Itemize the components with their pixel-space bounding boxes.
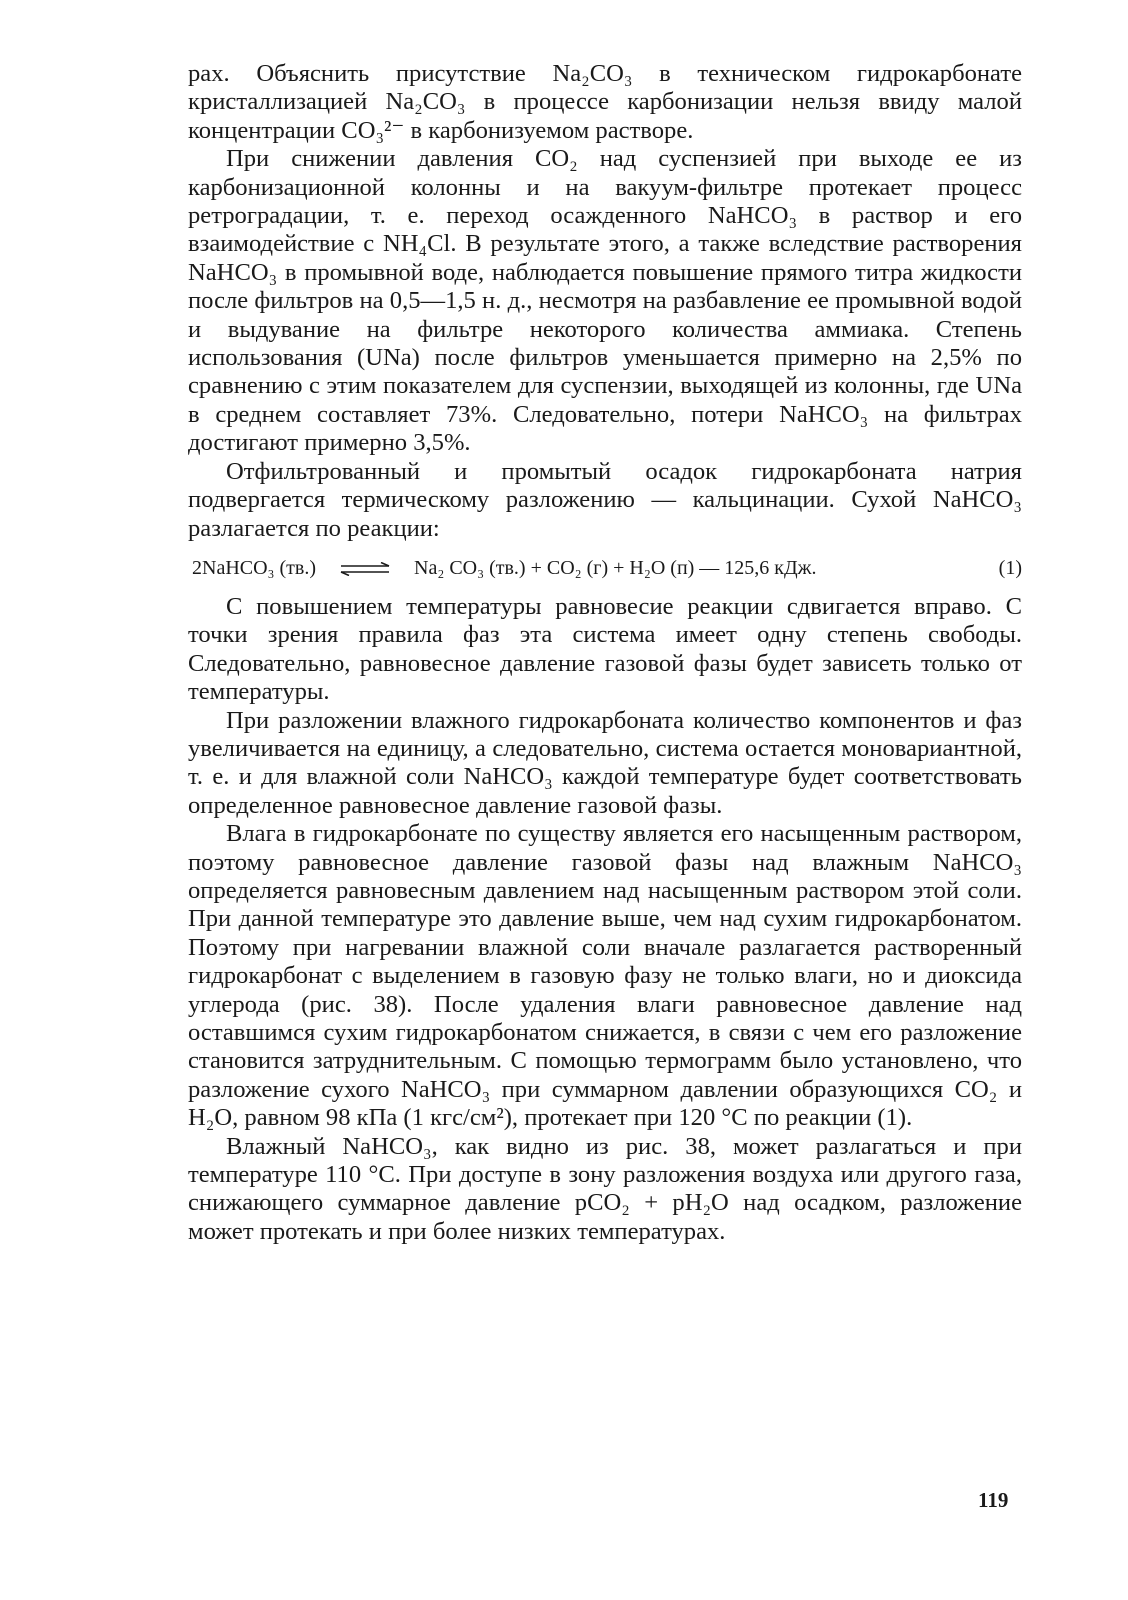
paragraph-6: Влага в гидрокарбонате по существу является его насыщенным раствором, поэтому равновесное давление газовой фазы над влажным NaHCO₃ определяется равновесным давлением над насыщенным раствором этой соли. При данной температуре это давление выше, чем над сухим гидрокарбонатом. Поэтому при нагревании влажной соли вначале разлагается растворенный гидрокарбонат с выделением в газовую фазу не только влаги, но и диоксида углерода (рис. 38). После удаления влаги равновесное давление над оставшимся сухим гидрокарбонатом снижается, в связи с чем его разложение становится затруднительным. С помощью термограмм было установлено, что разложение сухого NaHCO₃ при суммарном давлении образующихся CO₂ и H₂O, равном 98 кПа (1 кгс/см²), протекает при 120 °C по реакции (1). — [188, 820, 1022, 1132]
paragraph-3: Отфильтрованный и промытый осадок гидрокарбоната натрия подвергается термическому разложению — кальцинации. Сухой NaHCO₃ разлагается по реакции: — [188, 457, 1022, 542]
paragraph-5: При разложении влажного гидрокарбоната количество компонентов и фаз увеличивается на единицу, а следовательно, система остается моновариантной, т. е. и для влажной соли NaHCO₃ каждой температуре будет соответствовать определенное равновесное давление газовой фазы. — [188, 706, 1022, 819]
reaction-equation — [192, 546, 1022, 590]
equation-left: 2NaHCO₃ (тв.) — [192, 556, 317, 579]
paragraph-4: С повышением температуры равновесие реакции сдвигается вправо. С точки зрения правила фаз эта система имеет одну степень свободы. Следовательно, равновесное давление газовой фазы будет зависеть только от температуры. — [188, 592, 1022, 706]
equilibrium-arrows-icon — [339, 562, 391, 576]
paragraph-7: Влажный NaHCO₃, как видно из рис. 38, может разлагаться и при температуре 110 °C. При доступе в зону разложения воздуха или другого газа, снижающего суммарное давление pCO₂ + pH₂O над осадком, разложение может протекать и при более низких температурах. — [188, 1132, 1022, 1245]
paragraph-2: При снижении давления CO₂ над суспензией при выходе ее из карбонизационной колонны и на вакуум-фильтре протекает процесс ретроградации, т. е. переход осажденного NaHCO₃ в раствор и его взаимодействие с NH₄Cl. В результате этого, а также вследствие растворения NaHCO₃ в промывной воде, наблюдается повышение прямого титра жидкости после фильтров на 0,5—1,5 н. д., несмотря на разбавление ее промывной водой и выдувание на фильтре некоторого количества аммиака. Степень использования (UNa) после фильтров уменьшается примерно на 2,5% по сравнению с этим показателем для суспензии, выходящей из колонны, где UNa в среднем составляет 73%. Следовательно, потери NaHCO₃ на фильтрах достигают примерно 3,5%. — [188, 145, 1022, 457]
body-text — [188, 60, 1022, 1246]
equation-number: (1) — [998, 556, 1022, 579]
paragraph-1: рах. Объяснить присутствие Na₂CO₃ в техническом гидрокарбонате кристаллизацией Na₂CO₃ в процессе карбонизации нельзя ввиду малой концентрации CO₃²⁻ в карбонизуемом растворе. — [188, 60, 1022, 144]
equation-right: Na₂ CO₃ (тв.) + CO₂ (г) + H₂O (п) — 125,6 кДж. — [414, 556, 817, 579]
page-number: 119 — [978, 1488, 1009, 1512]
